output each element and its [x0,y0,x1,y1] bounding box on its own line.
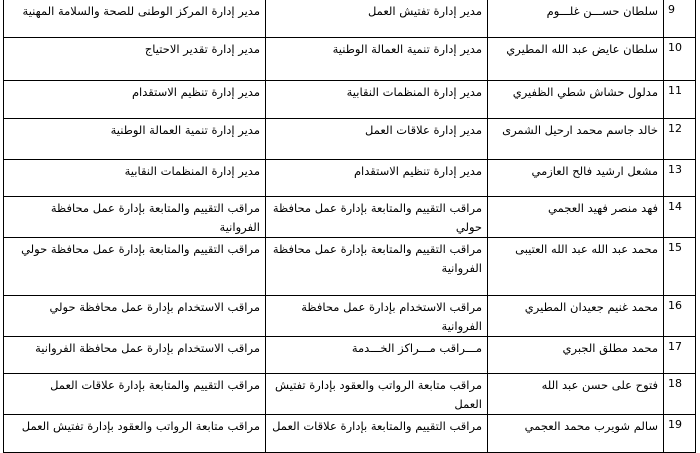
row-number: 17 [664,337,696,374]
employee-name: محمد مطلق الجبري [488,337,664,374]
new-position: مدير إدارة المركز الوطنى للصحة والسلامة المهنية [4,0,266,38]
row-number: 16 [664,296,696,337]
row-number: 15 [664,238,696,296]
table-row [4,38,696,81]
current-position: مدير إدارة تفتيش العمل [266,0,488,38]
assignments-table [3,0,696,453]
row-number: 10 [664,38,696,81]
new-position: مدير إدارة تقدير الاحتياج [4,38,266,81]
table-row [4,81,696,119]
employee-name: فهد منصر فهيد العجمي [488,197,664,238]
current-position: مراقب التقييم والمتابعة بإدارة عمل محافظة حولي [266,197,488,238]
table-row [4,415,696,453]
employee-name: سلطان عايض عبد الله المطيري [488,38,664,81]
employee-name: مدلول حشاش شطي الظفيري [488,81,664,119]
employee-name: محمد عبد الله عبد الله العتيبى [488,238,664,296]
row-number: 12 [664,119,696,160]
employee-name: سالم شويرب محمد العجمي [488,415,664,453]
row-number: 18 [664,374,696,415]
table-row [4,160,696,197]
current-position: مدير إدارة تنمية العمالة الوطنية [266,38,488,81]
employee-name: مشعل ارشيد فالح العازمي [488,160,664,197]
current-position: مراقب التقييم والمتابعة بإدارة علاقات العمل [266,415,488,453]
row-number: 13 [664,160,696,197]
new-position: مدير إدارة تنظيم الاستقدام [4,81,266,119]
new-position: مراقب التقييم والمتابعة بإدارة عمل محافظة الفروانية [4,197,266,238]
employee-name: محمد غنيم جعيدان المطيري [488,296,664,337]
row-number: 9 [664,0,696,38]
current-position: مدير إدارة المنظمات النقابية [266,81,488,119]
table-row [4,119,696,160]
current-position: مدير إدارة علاقات العمل [266,119,488,160]
employee-name: سلطان حســـن غلـــوم [488,0,664,38]
new-position: مراقب الاستخدام بإدارة عمل محافظة الفروانية [4,337,266,374]
current-position: مراقب الاستخدام بإدارة عمل محافظة الفروانية [266,296,488,337]
row-number: 14 [664,197,696,238]
current-position: مراقب متابعة الرواتب والعقود بإدارة تفتيش العمل [266,374,488,415]
new-position: مراقب الاستخدام بإدارة عمل محافظة حولي [4,296,266,337]
row-number: 11 [664,81,696,119]
table-row [4,0,696,38]
new-position: مراقب التقييم والمتابعة بإدارة عمل محافظة حولي [4,238,266,296]
new-position: مراقب متابعة الرواتب والعقود بإدارة تفتيش العمل [4,415,266,453]
employee-name: خالد جاسم محمد ارحيل الشمرى [488,119,664,160]
table-row [4,197,696,238]
employee-name: فتوح على حسن عبد الله [488,374,664,415]
current-position: مـــراقب مـــراكز الخـــدمة [266,337,488,374]
new-position: مدير إدارة تنمية العمالة الوطنية [4,119,266,160]
table-row [4,296,696,337]
new-position: مدير إدارة المنظمات النقابية [4,160,266,197]
table-row [4,337,696,374]
new-position: مراقب التقييم والمتابعة بإدارة علاقات العمل [4,374,266,415]
row-number: 19 [664,415,696,453]
current-position: مدير إدارة تنظيم الاستقدام [266,160,488,197]
table-row [4,374,696,415]
table-row [4,238,696,296]
current-position: مراقب التقييم والمتابعة بإدارة عمل محافظة الفروانية [266,238,488,296]
